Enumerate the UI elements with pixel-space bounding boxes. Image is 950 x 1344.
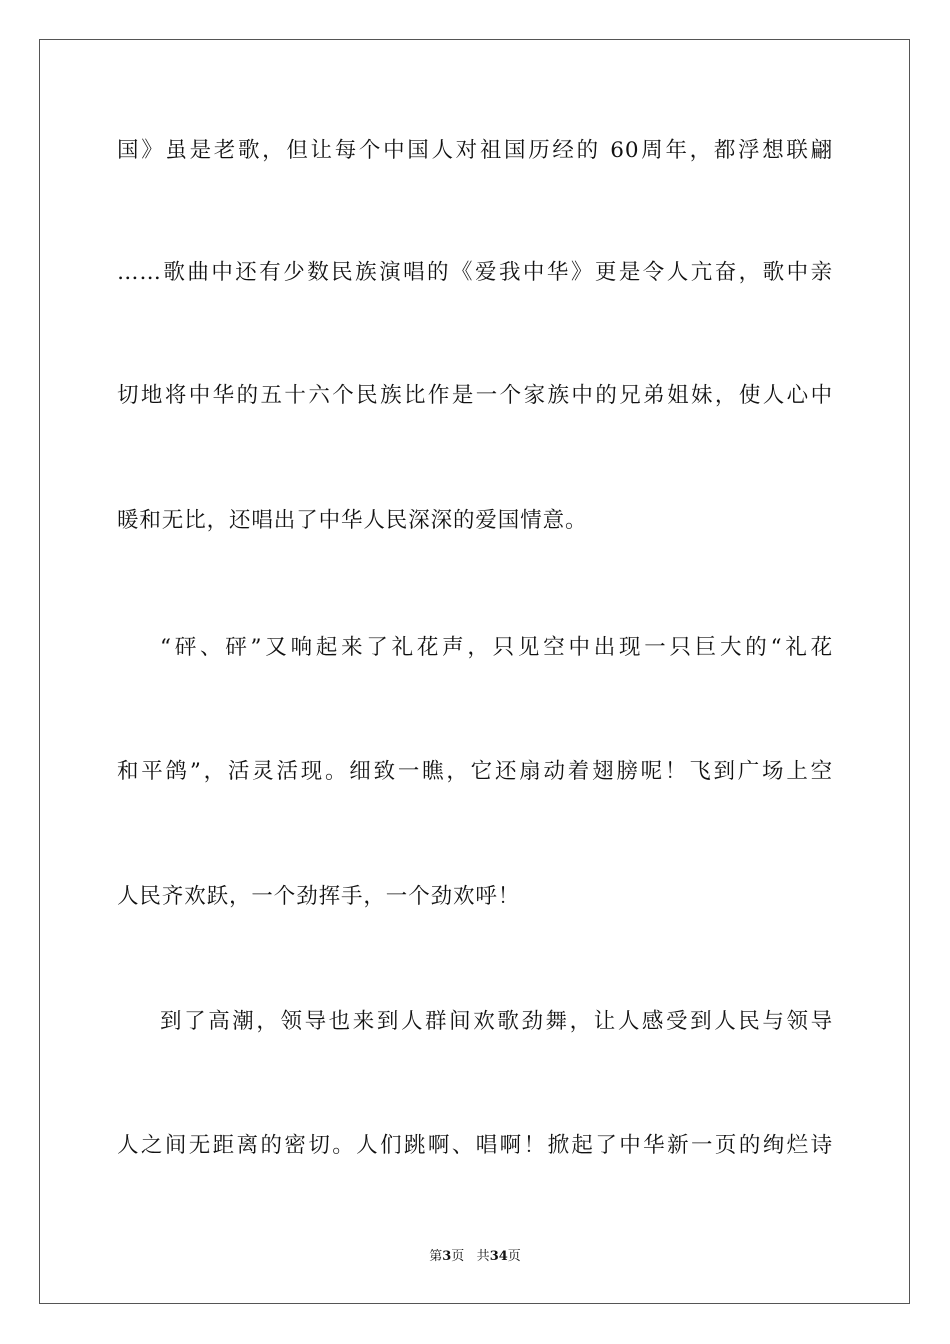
page-border [39, 39, 910, 1304]
footer-page-suffix: 页 [451, 1249, 465, 1264]
text-line-3: 切地将中华的五十六个民族比作是一个家族中的兄弟姐妹，使人心中 [117, 383, 833, 408]
footer-total-prefix: 共 [476, 1249, 490, 1264]
text-line-2: ……歌曲中还有少数民族演唱的《爱我中华》更是令人亢奋，歌中亲 [117, 260, 833, 285]
footer-prefix: 第 [429, 1249, 443, 1264]
text-line-6: 和平鸽”，活灵活现。细致一瞧，它还扇动着翅膀呢！飞到广场上空 [117, 759, 833, 784]
paragraph-start-line-5: “砰、砰”又响起来了礼花声，只见空中出现一只巨大的“礼花 [160, 635, 833, 660]
footer-total-pages: 34 [489, 1249, 508, 1264]
footer-page-number: 3 [442, 1249, 452, 1264]
paragraph-start-line-8: 到了高潮，领导也来到人群间欢歌劲舞，让人感受到人民与领导 [160, 1009, 833, 1034]
text-line-7: 人民齐欢跃，一个劲挥手，一个劲欢呼！ [117, 884, 521, 909]
text-line-1: 国》虽是老歌，但让每个中国人对祖国历经的 60周年，都浮想联翩 [117, 138, 833, 163]
text-line-9: 人之间无距离的密切。人们跳啊、唱啊！掀起了中华新一页的绚烂诗 [117, 1133, 833, 1158]
page-footer [0, 1248, 950, 1266]
text-line-4: 暖和无比，还唱出了中华人民深深的爱国情意。 [117, 508, 588, 533]
footer-total-suffix: 页 [507, 1249, 521, 1264]
